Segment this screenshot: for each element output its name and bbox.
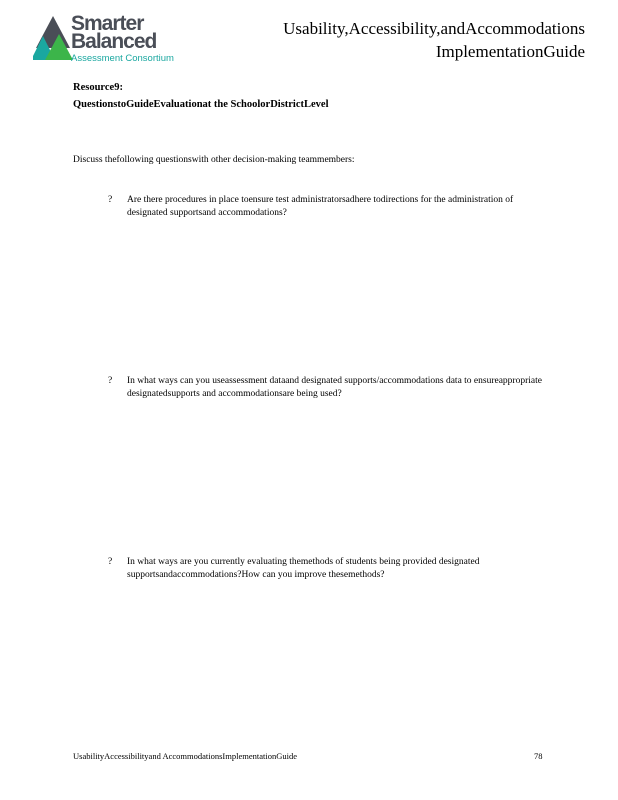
- logo-text-smarter: Smarter: [71, 12, 144, 35]
- header-title-line-1: Usability,Accessibility,andAccommodations: [283, 19, 585, 38]
- intro-paragraph: Discuss thefollowing questionswith other decision-making teammembers:: [73, 155, 355, 165]
- question-item: [108, 375, 553, 401]
- smarter-balanced-logo: [33, 14, 183, 66]
- question-text: In what ways are you currently evaluating themethods of students being provided designated supportsandaccommodations?How can you improve thesemethods?: [127, 557, 480, 580]
- question-bullet: ?: [108, 557, 113, 567]
- resource-title: QuestionstoGuideEvaluationat the SchoolorDistrictLevel: [73, 99, 329, 110]
- logo-triangles-icon: [33, 14, 73, 64]
- question-text: In what ways can you useassessment dataand designated supports/accommodations data to ensureappropriate designatedsupports and accommodationsare being used?: [127, 376, 542, 399]
- footer-document-title: UsabilityAccessibilityand AccommodationsImplementationGuide: [73, 751, 298, 761]
- question-item: [108, 556, 553, 582]
- logo-text-balanced: Balanced: [71, 30, 157, 53]
- page-number: 78: [534, 751, 543, 761]
- question-bullet: ?: [108, 376, 113, 386]
- header-title-line-2: ImplementationGuide: [435, 42, 585, 61]
- document-header-title: [283, 17, 585, 63]
- resource-label: Resource9:: [73, 82, 123, 93]
- logo-text-consortium: Assessment Consortium: [71, 53, 174, 64]
- question-text: Are there procedures in place toensure test administratorsadhere todirections for the administration of designated supportsand accommodations?: [127, 195, 514, 218]
- question-item: [108, 194, 553, 220]
- question-bullet: ?: [108, 195, 113, 205]
